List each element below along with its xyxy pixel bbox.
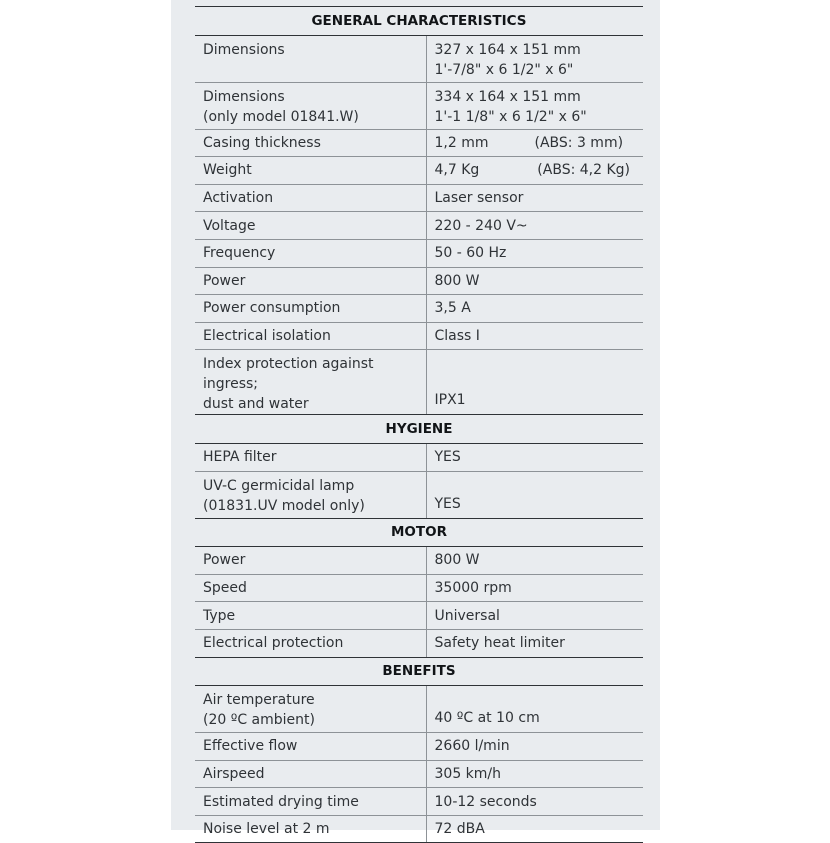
spec-label: Power [195,267,426,295]
section-header-motor [195,518,643,547]
table-row [195,239,643,267]
spec-value: 4,7 Kg (ABS: 4,2 Kg) [426,157,643,185]
spec-value: 334 x 164 x 151 mm 1'-1 1/8" x 6 1/2" x 6" [426,82,643,129]
spec-value: Universal [426,602,643,630]
table-row [195,629,643,657]
spec-label: Speed [195,574,426,602]
spec-label: Power consumption [195,295,426,323]
spec-value: 40 ºC at 10 cm [426,686,643,733]
table-row [195,686,643,733]
spec-value: 72 dBA [426,815,643,843]
table-row [195,212,643,240]
table-row [195,184,643,212]
table-row [195,322,643,350]
section-title: BENEFITS [195,657,643,686]
spec-label: Dimensions [195,35,426,82]
table-row [195,547,643,575]
spec-value: 10-12 seconds [426,788,643,816]
spec-value: 1,2 mm (ABS: 3 mm) [426,129,643,157]
spec-value: 2660 l/min [426,733,643,761]
spec-value: 305 km/h [426,760,643,788]
table-row [195,760,643,788]
spec-value: 800 W [426,547,643,575]
spec-label: Electrical isolation [195,322,426,350]
table-row [195,267,643,295]
spec-value: 3,5 A [426,295,643,323]
table-row [195,157,643,185]
spec-value: Safety heat limiter [426,629,643,657]
table-row [195,35,643,82]
spec-label: Estimated drying time [195,788,426,816]
spec-value: IPX1 [426,350,643,415]
spec-label: Electrical protection [195,629,426,657]
section-header-hygiene [195,415,643,444]
spec-label: Air temperature (20 ºC ambient) [195,686,426,733]
table-row [195,471,643,518]
spec-label: Casing thickness [195,129,426,157]
spec-label: Weight [195,157,426,185]
spec-label: Type [195,602,426,630]
spec-label: Airspeed [195,760,426,788]
spec-value: Class I [426,322,643,350]
table-row [195,733,643,761]
table-row [195,295,643,323]
table-row [195,602,643,630]
section-title: MOTOR [195,518,643,547]
spec-label: Voltage [195,212,426,240]
section-title: GENERAL CHARACTERISTICS [195,7,643,36]
spec-label: Index protection against ingress; dust and water [195,350,426,415]
table-row [195,350,643,415]
spec-label: Effective flow [195,733,426,761]
spec-value: 50 - 60 Hz [426,239,643,267]
spec-value: Laser sensor [426,184,643,212]
table-row [195,788,643,816]
section-title: HYGIENE [195,415,643,444]
table-row [195,443,643,471]
section-header-benefits [195,657,643,686]
section-header-general [195,7,643,36]
spec-label: UV-C germicidal lamp (01831.UV model only) [195,471,426,518]
table-row [195,815,643,843]
spec-value: 220 - 240 V~ [426,212,643,240]
spec-label: Frequency [195,239,426,267]
spec-label: Noise level at 2 m [195,815,426,843]
spec-label: Power [195,547,426,575]
spec-table [195,6,643,843]
table-row [195,129,643,157]
table-row [195,574,643,602]
spec-value: 35000 rpm [426,574,643,602]
spec-label: HEPA filter [195,443,426,471]
spec-label: Activation [195,184,426,212]
spec-value: YES [426,471,643,518]
spec-label: Dimensions (only model 01841.W) [195,82,426,129]
spec-value: 800 W [426,267,643,295]
table-row [195,82,643,129]
spec-value: 327 x 164 x 151 mm 1'-7/8" x 6 1/2" x 6" [426,35,643,82]
spec-value: YES [426,443,643,471]
